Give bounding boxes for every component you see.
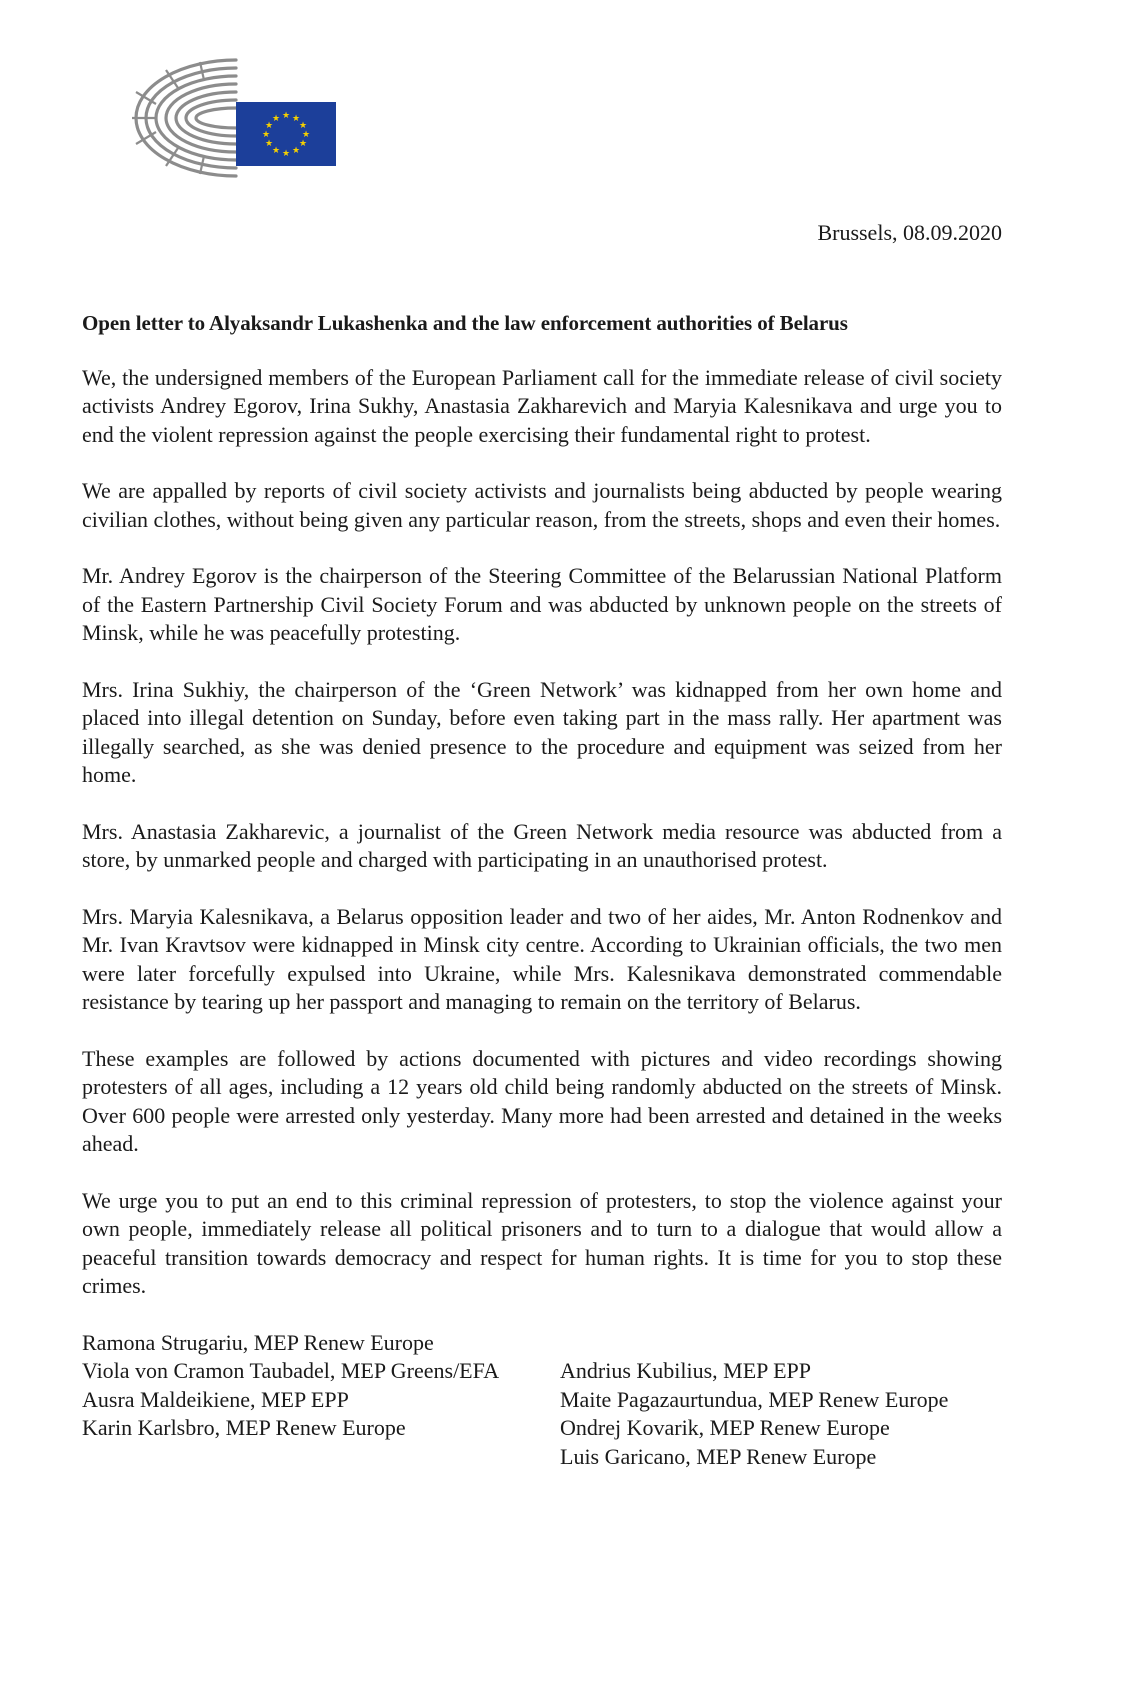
signatories-left-column [82, 1329, 544, 1472]
letter-body [82, 309, 1002, 1471]
svg-text:★: ★ [271, 114, 281, 124]
svg-text:★: ★ [298, 121, 308, 131]
paragraph: Mr. Andrey Egorov is the chairperson of the Steering Committee of the Belarussian National Platform of the Eastern Partnership Civil Society Forum and was abducted by unknown people on the streets of Minsk, while he was peacefully protesting. [82, 563, 1002, 645]
signatory: Viola von Cramon Taubadel, MEP Greens/EFA [82, 1358, 500, 1383]
svg-text:★: ★ [264, 139, 274, 149]
letter-title: Open letter to Alyaksandr Lukashenka and the law enforcement authorities of Belarus [82, 311, 848, 335]
european-parliament-logo-icon [108, 52, 338, 182]
signatory: Andrius Kubilius, MEP EPP [560, 1358, 812, 1383]
svg-text:★: ★ [291, 146, 301, 156]
signatory: Ondrej Kovarik, MEP Renew Europe [560, 1415, 890, 1440]
svg-text:★: ★ [281, 149, 291, 159]
paragraph: We, the undersigned members of the European Parliament call for the immediate release of civil society activists Andrey Egorov, Irina Sukhy, Anastasia Zakharevich and Maryia Kalesnikava and urge you to end the violent repression against the people exercising their fundamental right to protest. [82, 364, 1002, 447]
paragraph: Mrs. Maryia Kalesnikava, a Belarus opposition leader and two of her aides, Mr. Anton Rodnenkov and Mr. Ivan Kravtsov were kidnapped in Minsk city centre. According to Ukrainian officials, the two men were later forcefully expulsed into Ukraine, while Mrs. Kalesnikava demonstrated commendable resistance by tearing up her passport and managing to remain on the territory of Belarus. [82, 903, 1002, 1014]
svg-text:★: ★ [301, 130, 311, 140]
svg-text:★: ★ [291, 114, 301, 124]
paragraph: These examples are followed by actions documented with pictures and video recordings showing protesters of all ages, including a 12 years old child being randomly abducted on the streets of Minsk. Over 600 people were arrested only yesterday. Many more had been arrested and detained in the weeks ahead. [82, 1045, 1002, 1156]
signatory: Maite Pagazaurtundua, MEP Renew Europe [560, 1386, 949, 1412]
signatory: Luis Garicano, MEP Renew Europe [560, 1443, 877, 1469]
svg-text:★: ★ [264, 121, 274, 131]
paragraph: Mrs. Irina Sukhiy, the chairperson of the ‘Green Network’ was kidnapped from her own home and placed into illegal detention on Sunday, before even taking part in the mass rally. Her apartment was illegally searched, as she was denied presence to the procedure and equipment was seized from her home. [82, 676, 1002, 787]
paragraph: We are appalled by reports of civil society activists and journalists being abducted by people wearing civilian clothes, without being given any particular reason, from the streets, shops and even their homes. [82, 478, 1002, 532]
signatories [82, 1329, 1002, 1472]
signatory: Karin Karlsbro, MEP Renew Europe [82, 1415, 406, 1440]
place-date: Brussels, 08.09.2020 [817, 220, 1002, 245]
signatory: Ramona Strugariu, MEP Renew Europe [82, 1329, 434, 1355]
signatories-right-column [560, 1329, 1002, 1472]
svg-text:★: ★ [281, 111, 291, 121]
svg-text:★: ★ [271, 146, 281, 156]
svg-text:★: ★ [298, 139, 308, 149]
svg-text:★: ★ [261, 130, 271, 140]
signatory: Ausra Maldeikiene, MEP EPP [82, 1386, 349, 1412]
paragraph: Mrs. Anastasia Zakharevic, a journalist of the Green Network media resource was abducted from a store, by unmarked people and charged with participating in an unauthorised protest. [82, 818, 1002, 872]
paragraph: We urge you to put an end to this criminal repression of protesters, to stop the violence against your own people, immediately release all political prisoners and to turn to a dialogue that would allow a peaceful transition towards democracy and respect for human rights. It is time for you to stop these crimes. [82, 1187, 1002, 1298]
